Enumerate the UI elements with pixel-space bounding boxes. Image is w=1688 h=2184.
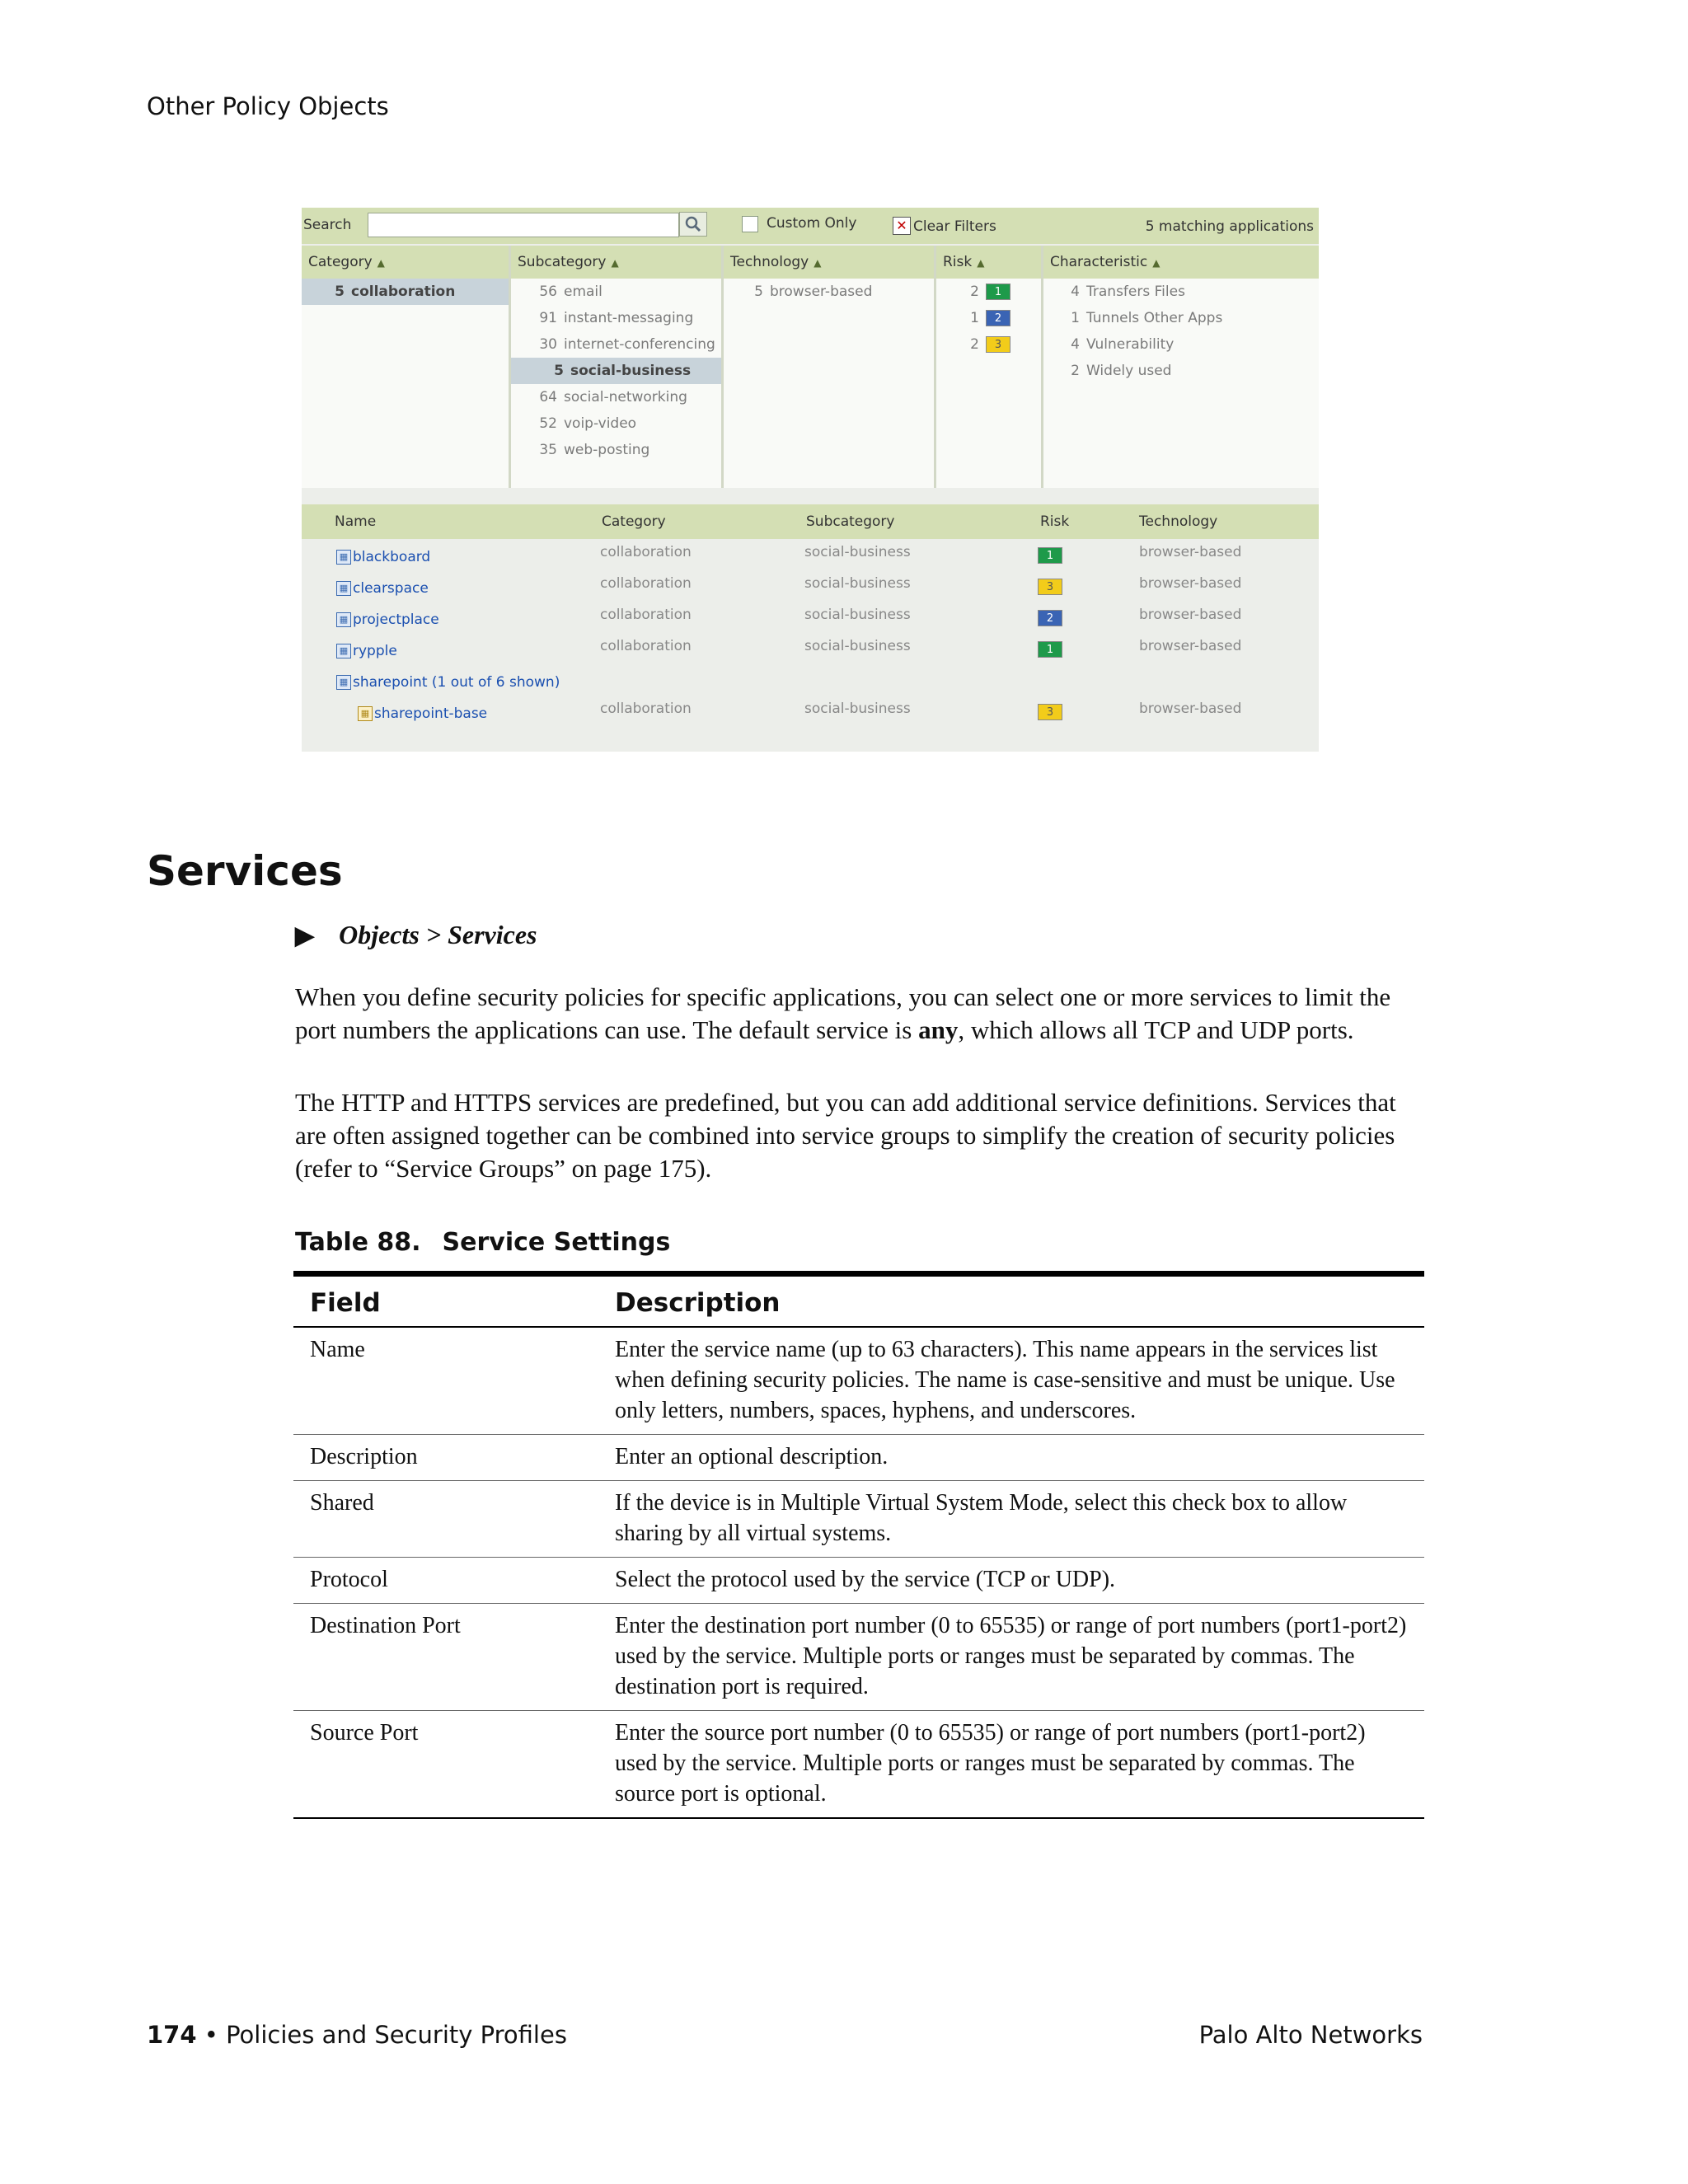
intro-paragraph: When you define security policies for specific applications, you can select one or more services to limit the port numbers the applications can use. The default service is any, which allows all TCP and UDP ports. [295,982,1391,1044]
table-row[interactable] [302,575,1319,607]
cell-category: collaboration [600,638,692,654]
characteristic-filter-header[interactable]: Characteristic ▲ [1043,246,1319,279]
section-title: Services [147,847,343,895]
application-child-icon: ▦ [358,706,373,721]
custom-only-label: Custom Only [767,215,857,232]
sort-ascending-icon: ▲ [1152,257,1160,269]
field-name: Shared [293,1481,598,1558]
characteristic-filter-item[interactable]: 2 Widely used [1071,363,1172,379]
column-header-name[interactable]: Name [335,513,377,530]
matching-count: 5 matching applications [1145,218,1314,235]
clear-filters-link[interactable]: Clear Filters [913,218,996,235]
subcategory-filter-column [511,246,724,488]
cell-subcategory: social-business [804,544,911,560]
field-description: Select the protocol used by the service (TCP or UDP). [598,1558,1424,1604]
application-icon: ▦ [336,612,351,627]
subcategory-filter-header[interactable]: Subcategory ▲ [511,246,721,279]
grid-header [302,504,1319,539]
table-row[interactable] [302,701,1319,732]
field-description: Enter the destination port number (0 to 65535) or range of port numbers (port1-port2) used by the service. Multiple ports or ranges must be separated by commas. The destination port is required. [598,1604,1424,1711]
sort-ascending-icon: ▲ [611,257,619,269]
subcategory-filter-item[interactable]: 5 social-business [511,358,721,384]
page-footer-left: 174 • Policies and Security Profiles [147,2021,567,2049]
table-row [293,1558,1424,1604]
column-header-subcategory[interactable]: Subcategory [806,513,895,530]
field-name: Description [293,1435,598,1481]
chapter-title: Policies and Security Profiles [226,2021,567,2049]
field-name: Source Port [293,1711,598,1819]
category-filter-item[interactable]: 5 collaboration [302,279,509,305]
search-input[interactable] [368,213,679,237]
column-header-category[interactable]: Category [602,513,666,530]
cell-category: collaboration [600,607,692,623]
risk-badge: 3 [986,336,1010,353]
risk-badge: 3 [1038,704,1062,720]
subcategory-filter-item[interactable]: 91 instant-messaging [539,310,694,326]
field-description: If the device is in Multiple Virtual System Mode, select this check box to allow sharing by all virtual systems. [598,1481,1424,1558]
risk-badge: 1 [1038,641,1062,658]
table-row[interactable] [302,669,1319,701]
app-name-link[interactable]: ▦ rypple [336,643,397,659]
technology-filter-header[interactable]: Technology ▲ [724,246,934,279]
cell-category: collaboration [600,575,692,592]
search-label: Search [303,217,352,233]
page-number: 174 [147,2021,197,2049]
table-row [293,1435,1424,1481]
cell-technology: browser-based [1139,544,1242,560]
risk-badge: 2 [1038,610,1062,626]
app-name-link[interactable]: ▦ sharepoint-base [358,705,487,722]
sort-ascending-icon: ▲ [377,257,385,269]
service-settings-table [293,1271,1424,1819]
risk-filter-column [936,246,1043,488]
technology-filter-item[interactable]: 5 browser-based [754,284,873,300]
risk-badge: 1 [1038,547,1062,564]
app-name-link[interactable]: ▦ projectplace [336,612,439,628]
application-icon: ▦ [336,644,351,658]
column-header-description: Description [598,1274,1424,1328]
clear-filters-icon[interactable]: ✕ [893,217,911,235]
application-group-icon: ▦ [336,675,351,690]
field-name: Protocol [293,1558,598,1604]
risk-filter-item[interactable]: 2 3 [936,331,1041,358]
search-icon [680,213,706,236]
table-row [293,1481,1424,1558]
table-row[interactable] [302,607,1319,638]
cell-category: collaboration [600,701,692,717]
subcategory-filter-item[interactable]: 64 social-networking [539,389,687,405]
risk-badge: 2 [986,310,1010,326]
table-row [293,1327,1424,1435]
category-filter-header[interactable]: Category ▲ [302,246,509,279]
risk-badge: 1 [986,284,1010,300]
characteristic-filter-item[interactable]: 4 Transfers Files [1071,284,1185,300]
cell-category: collaboration [600,544,692,560]
publisher: Palo Alto Networks [1198,2021,1423,2049]
column-header-technology[interactable]: Technology [1139,513,1218,530]
running-head: Other Policy Objects [147,92,389,120]
risk-filter-item[interactable]: 2 1 [936,279,1041,305]
cell-technology: browser-based [1139,701,1242,717]
custom-only-checkbox[interactable] [742,216,758,232]
column-header-risk[interactable]: Risk [1040,513,1070,530]
field-description: Enter the source port number (0 to 65535) or range of port numbers (port1-port2) used by the service. Multiple ports or ranges must be separated by commas. The source port is optional. [598,1711,1424,1819]
table-row [293,1604,1424,1711]
subcategory-filter-item[interactable]: 52 voip-video [539,415,637,432]
cell-subcategory: social-business [804,607,911,623]
field-description: Enter an optional description. [598,1435,1424,1481]
cell-technology: browser-based [1139,607,1242,623]
cell-subcategory: social-business [804,701,911,717]
app-name-link[interactable]: ▦ blackboard [336,549,430,565]
table-row[interactable] [302,638,1319,669]
cell-subcategory: social-business [804,638,911,654]
column-header-field: Field [293,1274,598,1328]
field-name: Name [293,1327,598,1435]
cell-technology: browser-based [1139,638,1242,654]
category-filter-column [302,246,511,488]
risk-filter-header[interactable]: Risk ▲ [936,246,1041,279]
subcategory-filter-item[interactable]: 56 email [539,284,603,300]
sort-ascending-icon: ▲ [814,257,822,269]
risk-badge: 3 [1038,579,1062,595]
service-groups-paragraph: The HTTP and HTTPS services are predefined, but you can add additional service definitions. Services that are often assigned together can be combined into service groups to simplify the creation of security policies (refer to “Service Groups” on page 175). [295,1088,1396,1183]
triangle-right-icon: ▶ [295,922,315,949]
subcategory-filter-item[interactable]: 35 web-posting [539,442,650,458]
cell-subcategory: social-business [804,575,911,592]
applications-grid [302,504,1319,752]
field-description: Enter the service name (up to 63 characters). This name appears in the services list when defining security policies. The name is case-sensitive and must be unique. Use only letters, numbers, spaces, hyphens, and underscores. [598,1327,1424,1435]
filter-toolbar [302,208,1319,244]
app-name-link[interactable]: ▦ sharepoint (1 out of 6 shown) [336,674,560,691]
subcategory-filter-item[interactable]: 30 internet-conferencing [539,336,715,353]
app-browser-screenshot [302,208,1319,752]
navigation-path: ▶ Objects > Services [295,920,537,949]
technology-filter-column [724,246,936,488]
risk-filter-item[interactable]: 1 2 [936,305,1041,331]
cell-technology: browser-based [1139,575,1242,592]
characteristic-filter-column [1043,246,1319,488]
app-name-link[interactable]: ▦ clearspace [336,580,429,597]
application-icon: ▦ [336,550,351,565]
characteristic-filter-item[interactable]: 1 Tunnels Other Apps [1071,310,1223,326]
table-caption: Table 88. Service Settings [295,1228,671,1257]
table-row [293,1711,1424,1819]
sort-ascending-icon: ▲ [977,257,985,269]
field-name: Destination Port [293,1604,598,1711]
characteristic-filter-item[interactable]: 4 Vulnerability [1071,336,1175,353]
table-row[interactable] [302,544,1319,575]
search-button[interactable] [679,212,707,237]
application-icon: ▦ [336,581,351,596]
